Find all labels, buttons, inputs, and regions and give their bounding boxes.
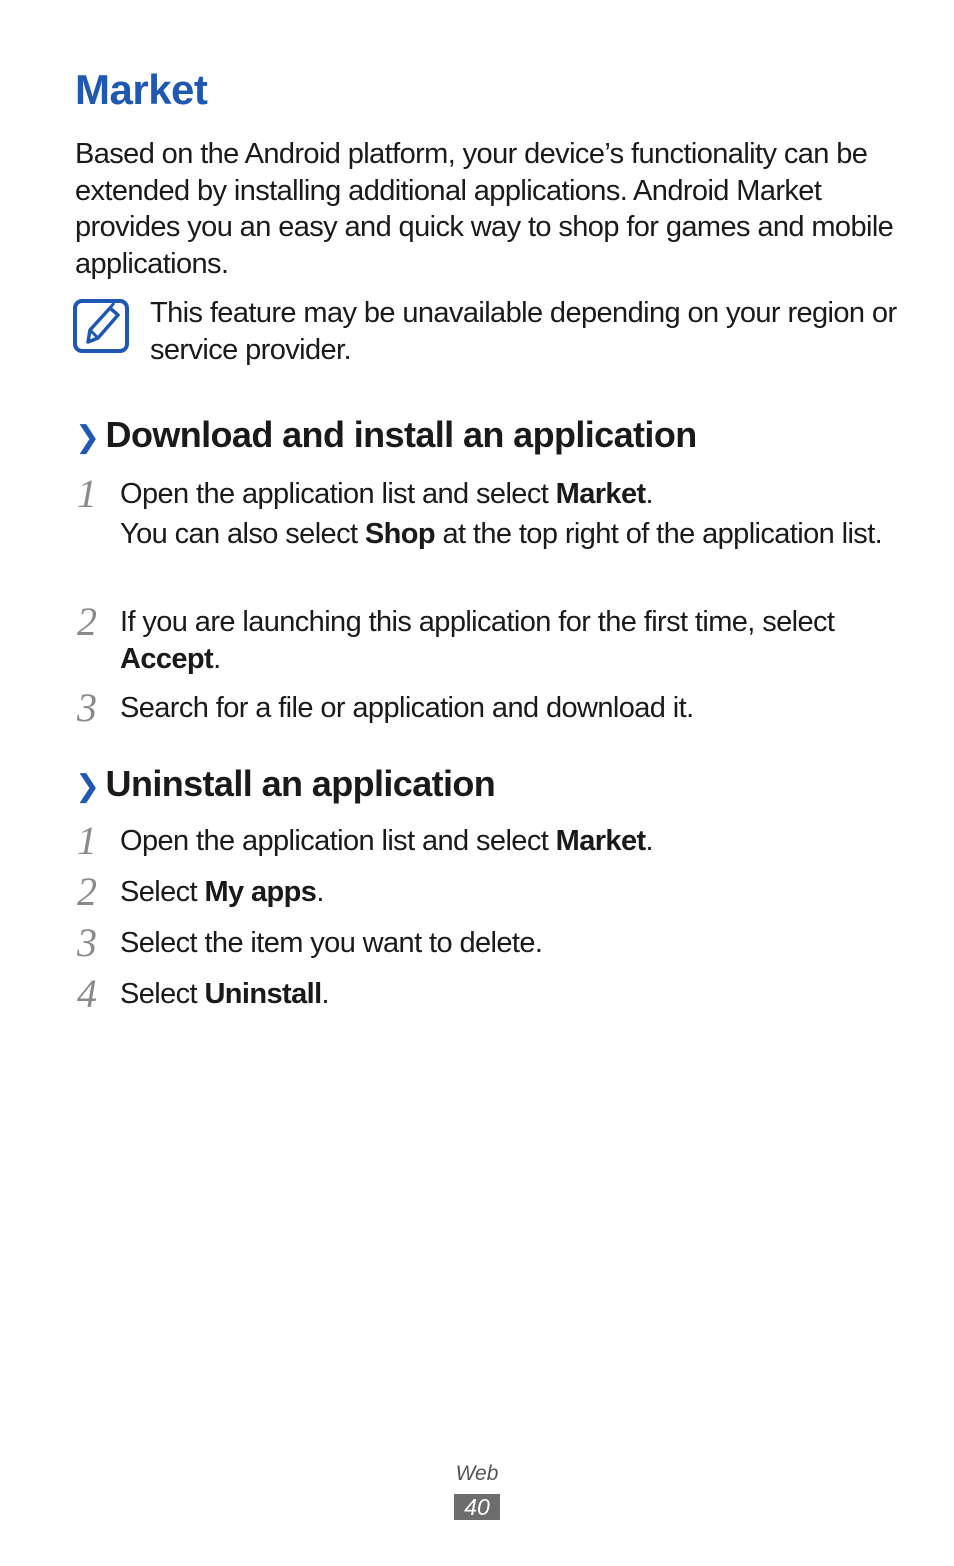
step-text: Select the item you want to delete. <box>120 927 543 959</box>
ui-label-market: Market <box>555 478 646 510</box>
step-text: Select My apps. <box>120 876 324 908</box>
step-number: 2 <box>77 869 97 914</box>
ui-label-my-apps: My apps <box>204 876 317 908</box>
section-heading-uninstall <box>75 763 495 805</box>
step-text: If you are launching this application for the first time, select Accept. <box>120 606 835 675</box>
section-heading-text: Uninstall an application <box>105 763 496 804</box>
ui-label-accept: Accept <box>120 642 214 675</box>
chevron-right-icon: ❯ <box>75 770 100 803</box>
note-pencil-icon <box>72 298 132 354</box>
step-number: 3 <box>77 920 97 965</box>
step-number: 1 <box>77 818 97 863</box>
page-title: Market <box>75 66 208 113</box>
step-text: Select Uninstall. <box>120 978 329 1010</box>
page-number-badge: 40 <box>454 1494 500 1520</box>
footer-section-label: Web <box>455 1462 499 1485</box>
step-number: 3 <box>77 685 97 730</box>
step-number: 1 <box>77 471 97 516</box>
step-text: Open the application list and select Market. <box>120 478 654 510</box>
section-heading-download <box>75 414 697 456</box>
step-number: 4 <box>77 971 97 1016</box>
step-text: Search for a file or application and download it. <box>120 692 694 724</box>
chevron-right-icon: ❯ <box>75 421 100 454</box>
ui-label-market: Market <box>555 825 646 857</box>
section-heading-text: Download and install an application <box>105 414 697 455</box>
step-number: 2 <box>77 599 97 644</box>
step-subtext: You can also select Shop at the top right of the application list. <box>120 518 883 550</box>
note-text: This feature may be unavailable depending on your region or service provider. <box>150 297 897 366</box>
step-text: Open the application list and select Market. <box>120 825 654 857</box>
intro-paragraph: Based on the Android platform, your device’s functionality can be extended by installing additional applications. Android Market provides you an easy and quick way to shop for games and mobile applications. <box>75 138 894 280</box>
ui-label-uninstall: Uninstall <box>204 978 322 1010</box>
ui-label-shop: Shop <box>364 518 435 550</box>
